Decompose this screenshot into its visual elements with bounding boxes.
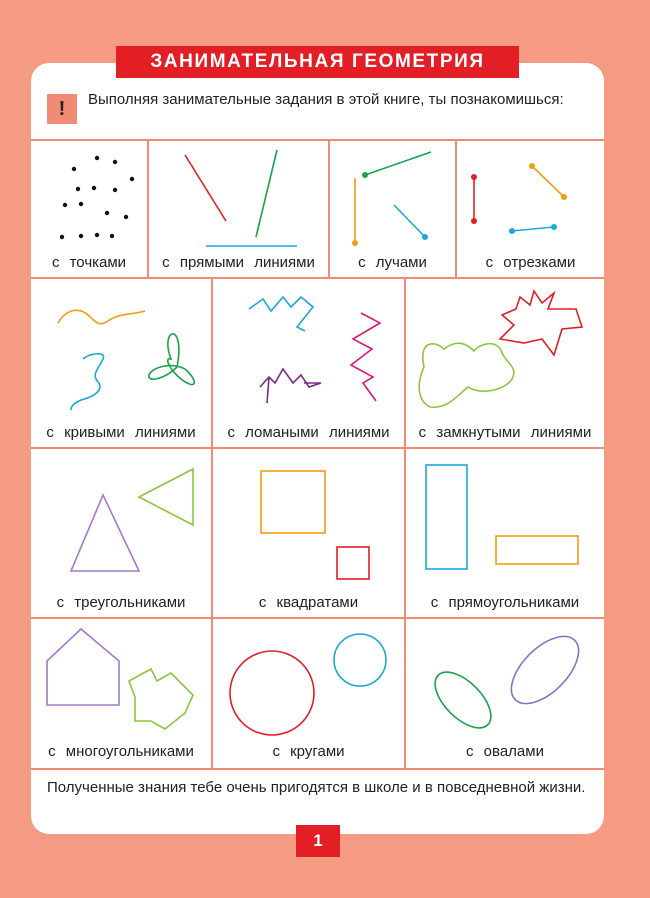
cell-label: с треугольниками xyxy=(56,594,186,611)
cell-label: с квадратами xyxy=(258,594,359,611)
cell-curves xyxy=(31,279,211,447)
cell-label: с лучами xyxy=(358,254,427,271)
intro-text: Выполняя занимательные задания в этой книге, ты познакомишься: xyxy=(88,91,564,108)
cell-polygons xyxy=(31,619,211,768)
cell-label: с замкнутыми линиями xyxy=(418,424,592,441)
cell-points xyxy=(31,141,147,277)
cell-triangles xyxy=(31,449,211,617)
cell-label: с прямыми линиями xyxy=(162,254,315,271)
grid-divider xyxy=(31,768,604,770)
rectangles-drawing xyxy=(406,449,604,617)
cell-ovals xyxy=(406,619,604,768)
cell-rays xyxy=(330,141,455,277)
cell-lines xyxy=(149,141,328,277)
broken-drawing xyxy=(213,279,404,447)
cell-squares xyxy=(213,449,404,617)
cell-segments xyxy=(457,141,604,277)
cell-label: с прямоугольниками xyxy=(430,594,580,611)
closed-drawing xyxy=(406,279,604,447)
cell-closed xyxy=(406,279,604,447)
cell-label: с отрезками xyxy=(485,254,576,271)
cell-label: с многоугольниками xyxy=(48,743,194,760)
cell-label: с кругами xyxy=(272,743,345,760)
page-number: 1 xyxy=(296,825,340,857)
cell-circles xyxy=(213,619,404,768)
cell-rectangles xyxy=(406,449,604,617)
cell-label: с овалами xyxy=(466,743,544,760)
outro-text: Полученные знания тебе очень пригодятся в школе и в повседневной жизни. xyxy=(47,779,586,796)
triangles-drawing xyxy=(31,449,211,617)
cell-label: с ломаными линиями xyxy=(227,424,390,441)
cell-broken xyxy=(213,279,404,447)
page-title: ЗАНИМАТЕЛЬНАЯ ГЕОМЕТРИЯ xyxy=(116,46,519,78)
intro-block xyxy=(47,90,592,140)
cell-label: с кривыми линиями xyxy=(46,424,196,441)
cell-label: с точками xyxy=(51,254,127,271)
squares-drawing xyxy=(213,449,404,617)
curves-drawing xyxy=(31,279,211,447)
exclamation-icon: ! xyxy=(47,94,77,124)
